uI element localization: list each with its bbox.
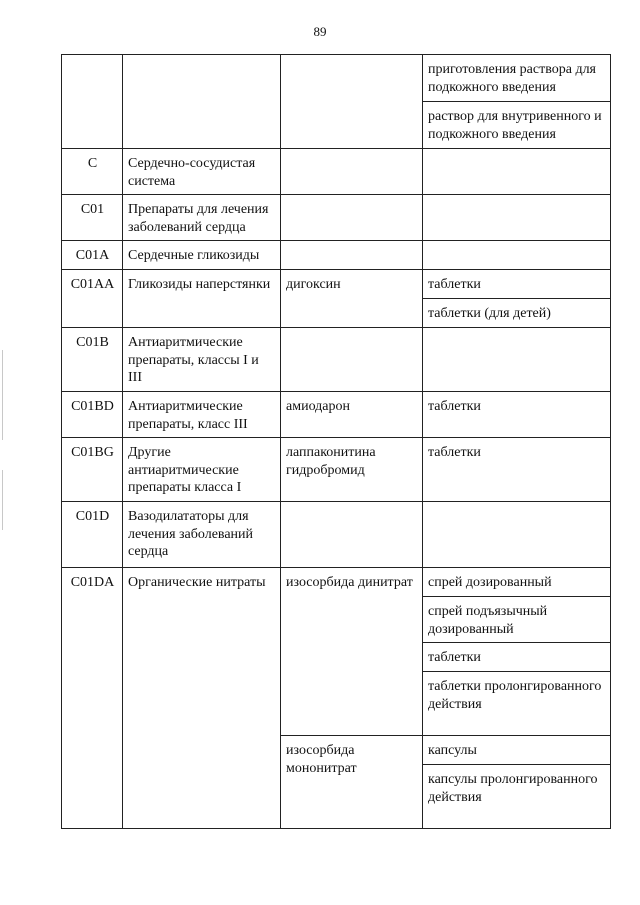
group-name-cell: Антиаритмические препараты, классы I и III xyxy=(123,328,281,392)
drug-cell: лаппаконитина гидробромид xyxy=(281,438,423,502)
dosage-form-cell xyxy=(423,195,611,241)
code-cell xyxy=(62,55,123,149)
page-number: 89 xyxy=(313,24,327,39)
drug-cell xyxy=(281,149,423,195)
code-cell: C01AA xyxy=(62,270,123,328)
dosage-form-cell: таблетки пролонгированного действия xyxy=(423,672,611,736)
table-row xyxy=(62,195,611,241)
dosage-form-cell: раствор для внутривенного и подкожного введения xyxy=(423,102,611,149)
scan-edge-mark xyxy=(2,470,3,530)
code-cell: C01A xyxy=(62,241,123,270)
code-cell: C xyxy=(62,149,123,195)
table-row xyxy=(62,55,611,102)
code-cell: C01BG xyxy=(62,438,123,502)
dosage-form-cell: таблетки xyxy=(423,438,611,502)
drug-cell xyxy=(281,195,423,241)
group-name-cell: Препараты для лечения заболеваний сердца xyxy=(123,195,281,241)
table-row xyxy=(62,270,611,299)
atc-drug-table xyxy=(61,54,611,829)
table-row xyxy=(62,502,611,568)
drug-cell xyxy=(281,328,423,392)
table-row xyxy=(62,241,611,270)
group-name-cell: Другие антиаритмические препараты класса I xyxy=(123,438,281,502)
drug-cell xyxy=(281,241,423,270)
table-row xyxy=(62,328,611,392)
group-name-cell: Антиаритмические препараты, класс III xyxy=(123,392,281,438)
drug-cell: дигоксин xyxy=(281,270,423,328)
group-name-cell: Сердечно-сосудистая система xyxy=(123,149,281,195)
group-name-cell: Гликозиды наперстянки xyxy=(123,270,281,328)
dosage-form-cell: таблетки xyxy=(423,643,611,672)
scan-edge-mark xyxy=(2,350,3,440)
table-row xyxy=(62,392,611,438)
dosage-form-cell: таблетки xyxy=(423,392,611,438)
dosage-form-cell: приготовления раствора для подкожного введения xyxy=(423,55,611,102)
dosage-form-cell: спрей дозированный xyxy=(423,568,611,597)
code-cell: C01D xyxy=(62,502,123,568)
code-cell: C01DA xyxy=(62,568,123,829)
dosage-form-cell: капсулы пролонгированного действия xyxy=(423,765,611,829)
group-name-cell: Вазодилататоры для лечения заболеваний сердца xyxy=(123,502,281,568)
group-name-cell xyxy=(123,55,281,149)
drug-cell: изосорбида мононитрат xyxy=(281,736,423,829)
dosage-form-cell: таблетки xyxy=(423,270,611,299)
dosage-form-cell: капсулы xyxy=(423,736,611,765)
dosage-form-cell xyxy=(423,328,611,392)
table-row xyxy=(62,438,611,502)
drug-cell xyxy=(281,55,423,149)
dosage-form-cell xyxy=(423,149,611,195)
code-cell: C01 xyxy=(62,195,123,241)
drug-cell xyxy=(281,502,423,568)
group-name-cell: Органические нитраты xyxy=(123,568,281,829)
dosage-form-cell xyxy=(423,502,611,568)
drug-cell: амиодарон xyxy=(281,392,423,438)
group-name-cell: Сердечные гликозиды xyxy=(123,241,281,270)
table-row xyxy=(62,568,611,597)
table-row xyxy=(62,149,611,195)
dosage-form-cell: таблетки (для детей) xyxy=(423,299,611,328)
code-cell: C01B xyxy=(62,328,123,392)
drug-cell: изосорбида динитрат xyxy=(281,568,423,736)
dosage-form-cell: спрей подъязычный дозированный xyxy=(423,597,611,643)
dosage-form-cell xyxy=(423,241,611,270)
code-cell: C01BD xyxy=(62,392,123,438)
